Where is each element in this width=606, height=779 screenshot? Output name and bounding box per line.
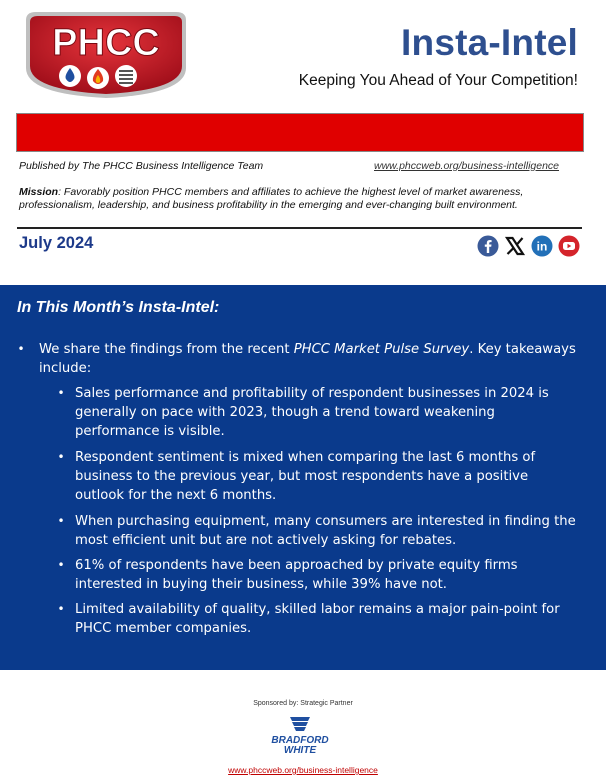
business-intelligence-link[interactable]: www.phccweb.org/business-intelligence <box>374 160 560 172</box>
published-by-text: Published by The PHCC Business Intelligence Team <box>19 160 264 172</box>
phcc-logo <box>20 8 192 100</box>
intro-text <box>39 340 584 378</box>
logo-text: PHCC <box>52 22 160 64</box>
takeaway-item: Limited availability of quality, skilled labor remains a major pain-point for PHCC member companies. <box>75 602 560 636</box>
bullet-icon: • <box>57 450 65 464</box>
newsletter-title: Insta-Intel <box>401 22 578 63</box>
divider <box>17 227 582 229</box>
youtube-icon[interactable] <box>557 234 580 257</box>
mission-label: Mission <box>19 186 59 198</box>
takeaway-item: When purchasing equipment, many consumers are interested in finding the most efficient unit but are not actively asking for rebates. <box>75 514 576 548</box>
bullet-icon: • <box>57 558 65 572</box>
bradford-white-logo <box>265 713 335 757</box>
newsletter-tagline: Keeping You Ahead of Your Competition! <box>298 72 578 89</box>
takeaway-item: Sales performance and profitability of respondent businesses in 2024 is generally on pace with 2023, though a trend toward weakening performance is visible. <box>75 386 549 439</box>
panel-title: In This Month’s Insta-Intel: <box>17 299 220 316</box>
footer-link[interactable]: www.phccweb.org/business-intelligence <box>228 765 378 775</box>
bullet-icon: • <box>57 602 65 616</box>
highlights-panel <box>0 285 606 670</box>
bullet-icon: • <box>57 514 65 528</box>
takeaway-item: 61% of respondents have been approached by private equity firms interested in buying their business, while 39% have not. <box>75 558 518 592</box>
facebook-icon[interactable] <box>476 234 499 257</box>
sponsor-logo-line1: BRADFORD <box>271 735 329 746</box>
issue-date: July 2024 <box>19 234 94 252</box>
intro-post: . Key takeaways include: <box>39 342 576 376</box>
takeaway-item: Respondent sentiment is mixed when comparing the last 6 months of business to the previous year, but most respondents have a positive outlook for the next 6 months. <box>75 450 536 503</box>
mission-statement <box>19 186 589 212</box>
bullet-icon: • <box>57 386 65 400</box>
sponsor-text: Sponsored by: Strategic Partner <box>253 700 353 707</box>
red-banner <box>16 113 584 152</box>
bullet-icon: • <box>17 342 25 356</box>
survey-name: PHCC Market Pulse Survey <box>293 342 470 357</box>
mission-text: : Favorably position PHCC members and affiliates to achieve the highest level of market awareness, professionalism, leadership, and business profitability in the emerging and ever-changing built environment. <box>19 186 524 211</box>
intro-pre: We share the findings from the recent <box>39 342 294 357</box>
social-links <box>476 234 580 258</box>
sponsor-logo-line2: WHITE <box>283 745 317 756</box>
svg-text:in: in <box>536 239 547 253</box>
linkedin-icon[interactable] <box>530 234 553 257</box>
x-icon[interactable] <box>503 234 526 257</box>
